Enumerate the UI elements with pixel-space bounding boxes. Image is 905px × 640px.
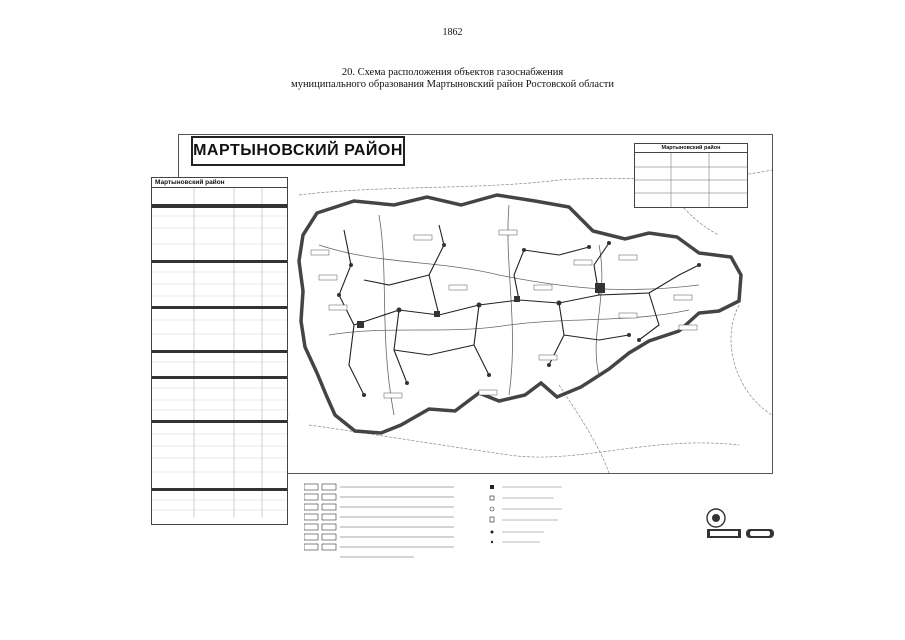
district-boundary: [299, 195, 741, 433]
side-table-title: Мартыновский район: [152, 178, 287, 188]
legend-table-top-right: [634, 143, 748, 208]
map-label-boxes: [311, 230, 697, 398]
page-title-line-1: 20. Схема расположения объектов газоснабжения: [341, 67, 564, 78]
legend-table-grid: [635, 153, 747, 207]
side-table-section-bars: [152, 204, 287, 491]
page-title-line-2: муниципального образования Мартыновский район Ростовской области: [291, 79, 614, 90]
settlements: [337, 241, 701, 397]
side-table: [151, 177, 288, 525]
side-table-grid: [152, 188, 287, 518]
legend-table-title: Мартыновский район: [635, 144, 747, 153]
page-number: 1862: [442, 27, 463, 38]
logos: [706, 508, 776, 540]
legend-symbols: [304, 482, 564, 570]
map-title: МАРТЫНОВСКИЙ РАЙОН: [191, 136, 405, 166]
logo-emblems: [706, 508, 776, 540]
gas-pipelines: [339, 225, 699, 395]
map-legend: [304, 482, 564, 570]
